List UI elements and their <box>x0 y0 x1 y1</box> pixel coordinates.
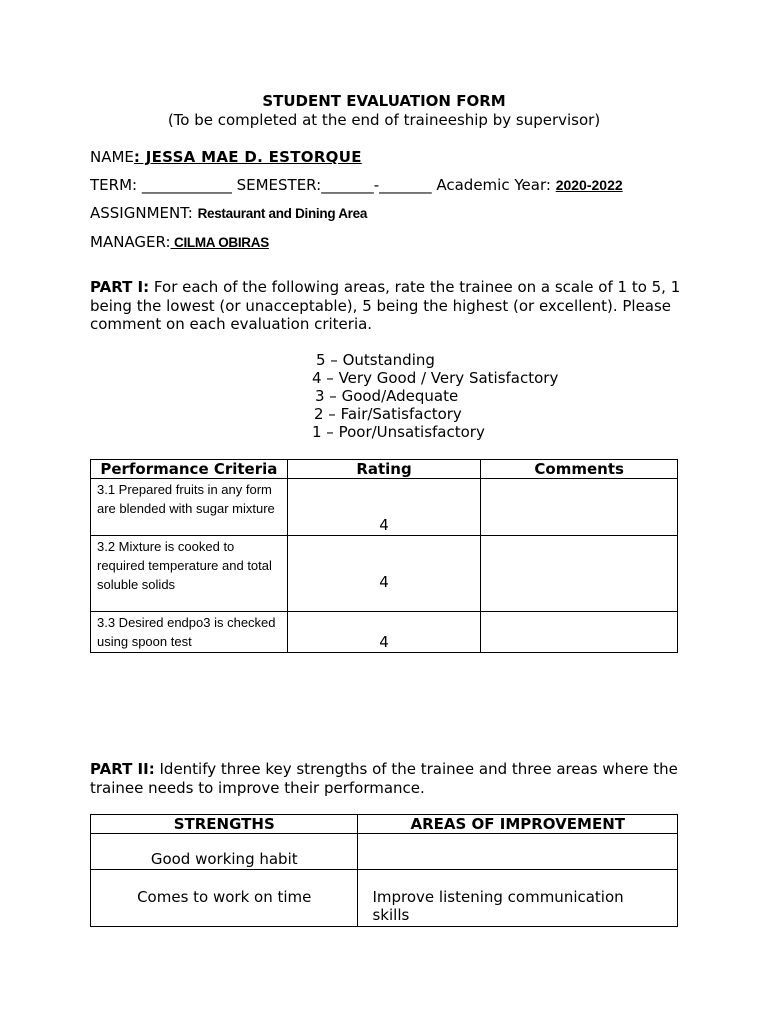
header-areas-of-improvement: AREAS OF IMPROVEMENT <box>358 815 678 834</box>
scale-item: 1 – Poor/Unsatisfactory <box>312 423 485 441</box>
part1-instructions <box>90 278 690 334</box>
part2-text: Identify three key strengths of the trainee and three areas where the trainee needs to improve their performance. <box>90 760 678 797</box>
comments-cell <box>481 479 678 536</box>
improvement-cell <box>358 834 678 870</box>
scale-item: 4 – Very Good / Very Satisfactory <box>312 369 559 387</box>
rating-cell: 4 <box>287 479 481 536</box>
header-comments: Comments <box>481 460 678 479</box>
header-performance-criteria: Performance Criteria <box>91 460 288 479</box>
term-field <box>90 176 623 194</box>
manager-value: CILMA OBIRAS <box>170 235 269 250</box>
part2-label: PART II: <box>90 760 155 778</box>
form-subtitle: (To be completed at the end of traineeship by supervisor) <box>167 111 601 129</box>
manager-field <box>90 233 269 251</box>
assignment-field <box>90 204 367 222</box>
performance-table <box>90 459 678 653</box>
scale-item: 5 – Outstanding <box>316 351 435 369</box>
scale-item: 2 – Fair/Satisfactory <box>314 405 462 423</box>
name-field <box>90 148 362 166</box>
strength-cell: Good working habit <box>91 834 358 870</box>
table-row <box>91 834 678 870</box>
table-row <box>91 870 678 927</box>
criteria-cell: 3.2 Mixture is cooked to required temperature and total soluble solids <box>91 536 288 612</box>
strengths-table <box>90 814 678 927</box>
assignment-label: ASSIGNMENT: <box>90 204 193 222</box>
part2-instructions <box>90 760 690 797</box>
strength-cell: Comes to work on time <box>91 870 358 927</box>
criteria-cell: 3.3 Desired endpo3 is checked using spoon test <box>91 612 288 653</box>
part1-label: PART I: <box>90 278 150 296</box>
table-row <box>91 479 678 536</box>
term-label: TERM: ____________ SEMESTER:_______-_______ Academic Year: <box>90 176 551 194</box>
header-rating: Rating <box>287 460 481 479</box>
name-label: NAME <box>90 148 134 166</box>
form-title: STUDENT EVALUATION FORM <box>262 92 506 110</box>
table-row <box>91 536 678 612</box>
academic-year-value: 2020-2022 <box>555 177 623 193</box>
rating-cell: 4 <box>287 536 481 612</box>
rating-cell: 4 <box>287 612 481 653</box>
header-strengths: STRENGTHS <box>91 815 358 834</box>
name-value: : JESSA MAE D. ESTORQUE <box>133 148 362 166</box>
assignment-value: Restaurant and Dining Area <box>197 206 368 221</box>
part1-text: For each of the following areas, rate the trainee on a scale of 1 to 5, 1 being the lowest (or unacceptable), 5 being the highest (or excellent). Please comment on each evaluation criteria. <box>90 278 681 333</box>
manager-label: MANAGER: <box>90 233 171 251</box>
comments-cell <box>481 612 678 653</box>
scale-item: 3 – Good/Adequate <box>315 387 459 405</box>
table-row <box>91 612 678 653</box>
improvement-cell: Improve listening communication skills <box>358 870 678 927</box>
comments-cell <box>481 536 678 612</box>
criteria-cell: 3.1 Prepared fruits in any form are blended with sugar mixture <box>91 479 288 536</box>
